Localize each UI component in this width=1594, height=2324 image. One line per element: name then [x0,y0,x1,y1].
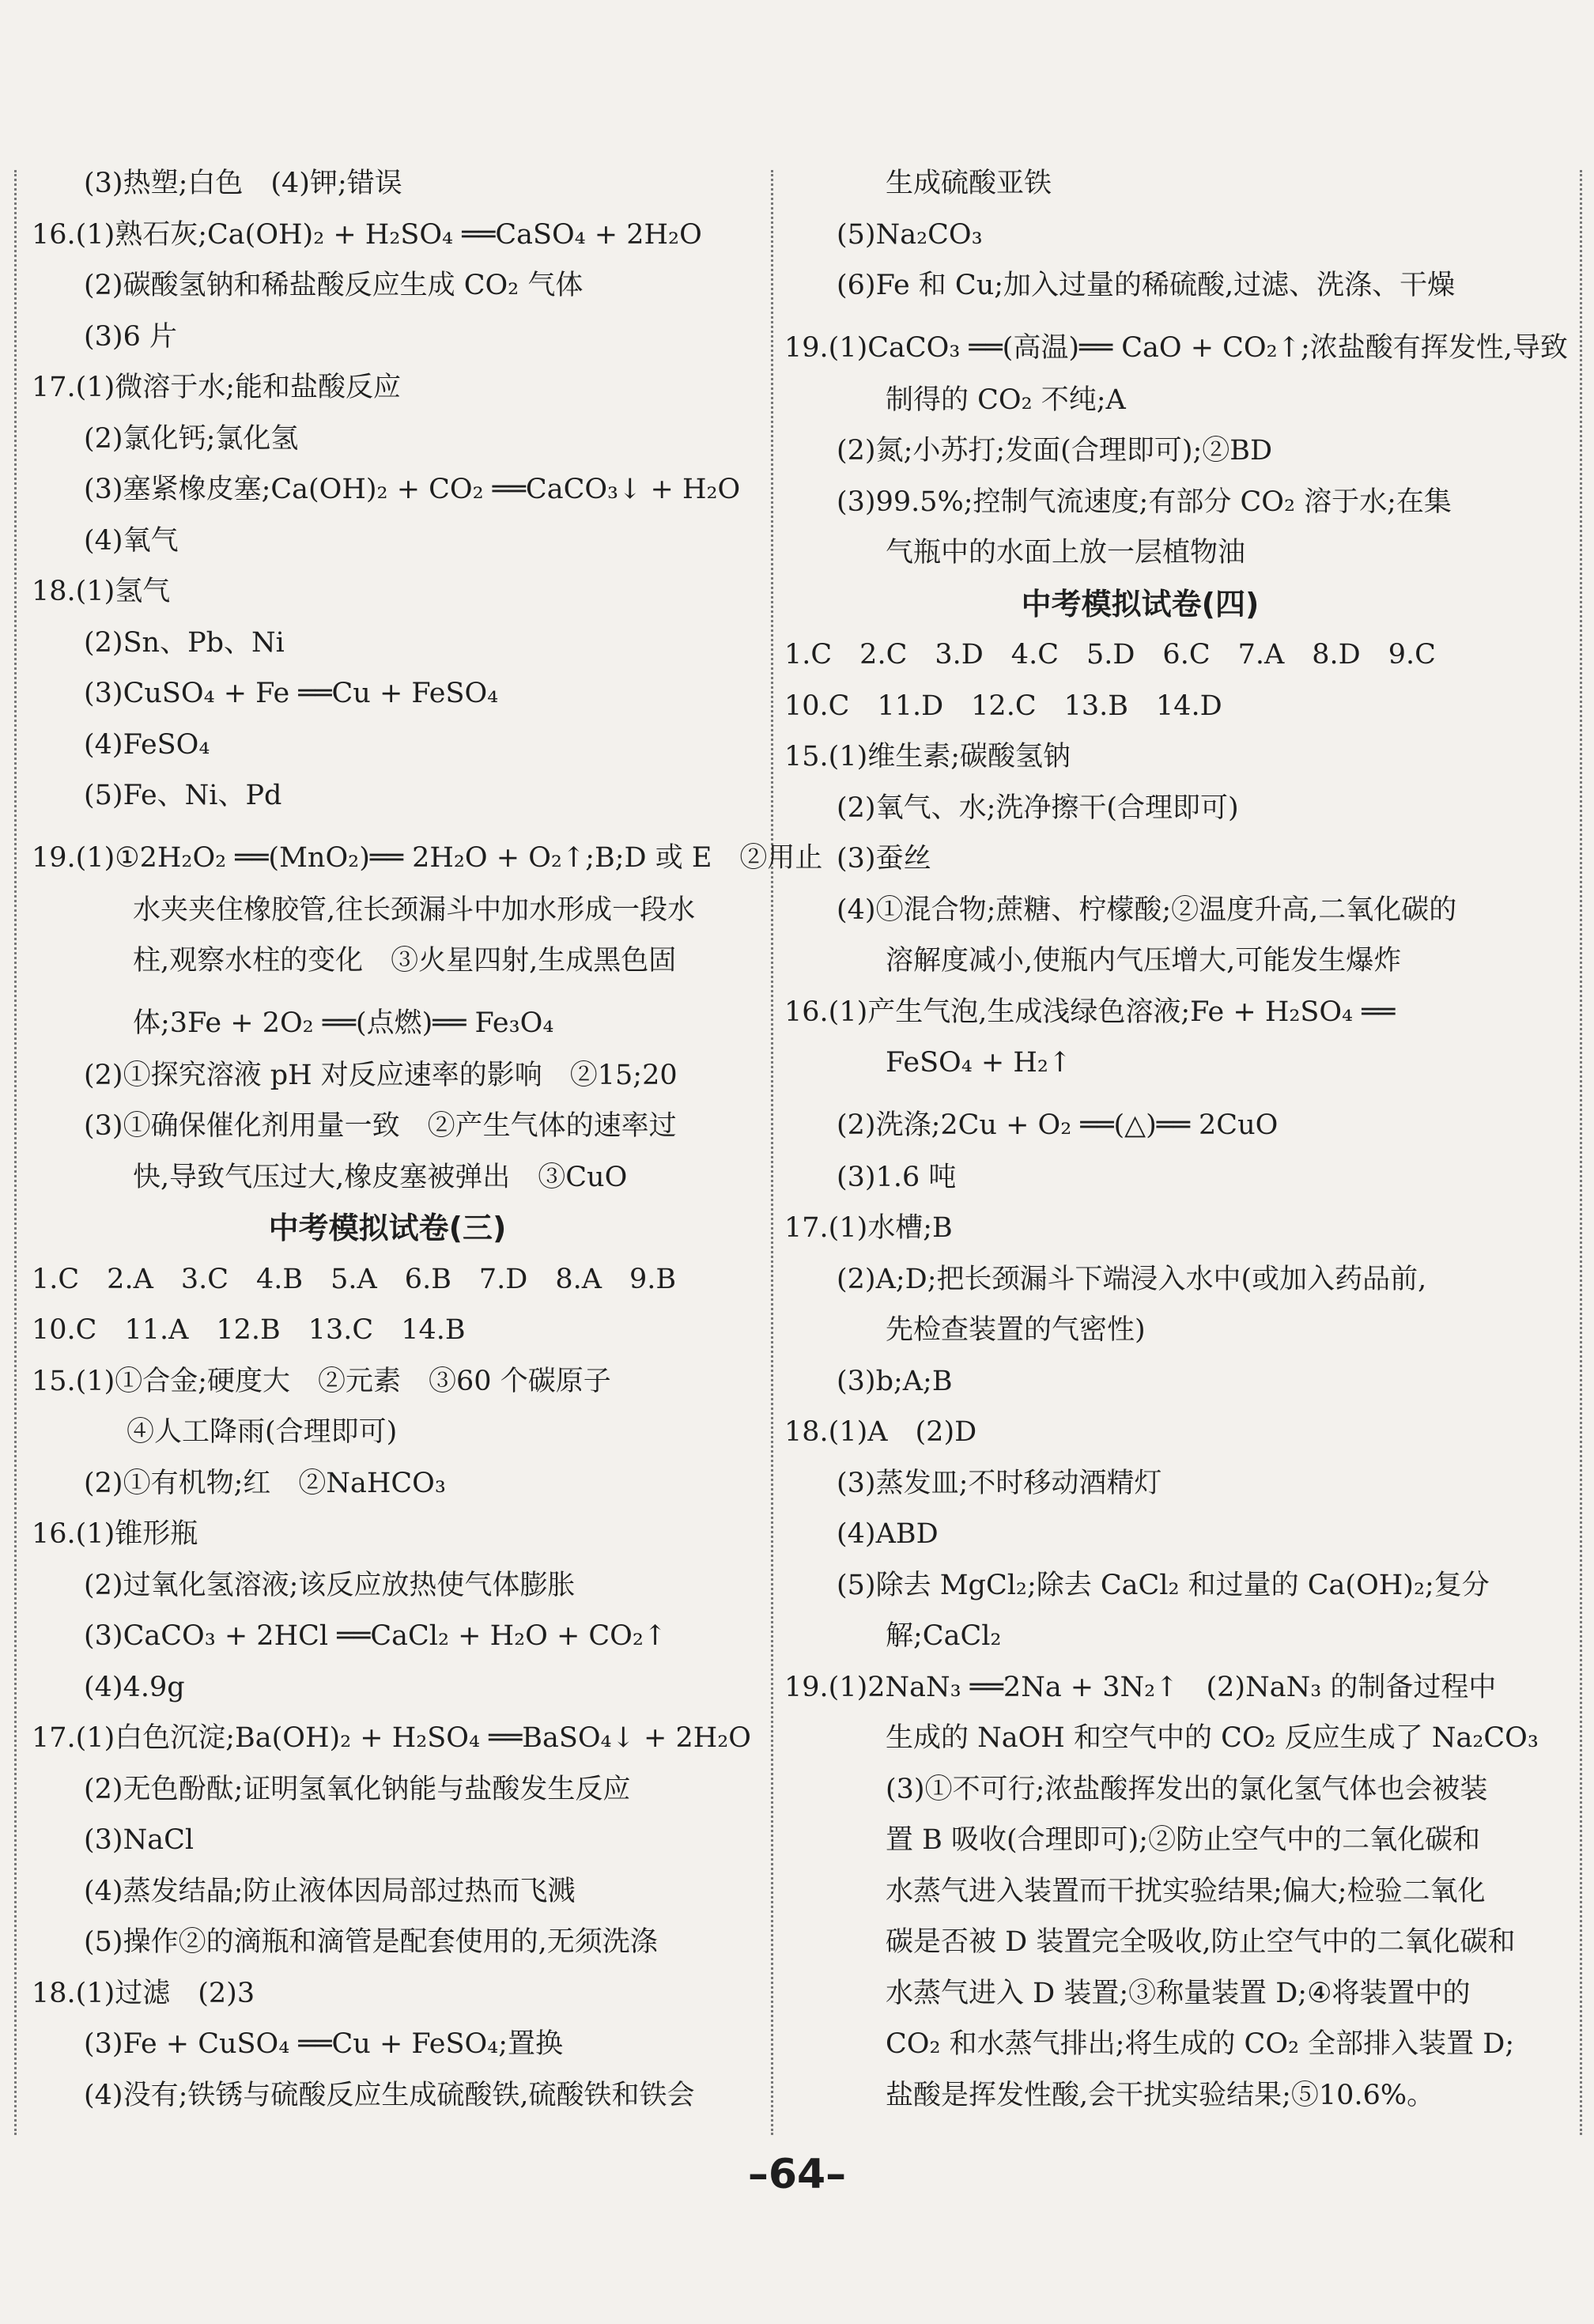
column-divider [771,170,773,2135]
answer-line: (3)NaCl [84,1824,195,1856]
answer-line: (2)氮;小苏打;发面(合理即可);②BD [837,435,1273,467]
answer-line: FeSO₄ + H₂↑ [886,1047,1072,1079]
answer-line: (2)氯化钙;氯化氢 [84,422,299,455]
answer-line: 柱,观察水柱的变化 ③火星四射,生成黑色固 [133,945,677,977]
answer-line: 水蒸气进入 D 装置;③称量装置 D;④将装置中的 [886,1977,1471,2009]
answer-line: (3)99.5%;控制气流速度;有部分 CO₂ 溶于水;在集 [837,486,1452,518]
section-heading: 中考模拟试卷(四) [1021,586,1260,622]
answer-line: (4)①混合物;蔗糖、柠檬酸;②温度升高,二氧化碳的 [837,894,1457,926]
left-margin-dotted-rule [14,170,17,2135]
answer-line: (3)6 片 [84,320,177,353]
answer-line: (3)塞紧橡皮塞;Ca(OH)₂ + CO₂ ══CaCO₃↓ + H₂O [84,474,741,505]
answer-line: 16.(1)熟石灰;Ca(OH)₂ + H₂SO₄ ══CaSO₄ + 2H₂O [32,218,702,251]
answer-line: (3)b;A;B [837,1365,953,1397]
answer-line: (5)Fe、Ni、Pd [84,780,282,811]
answer-line: (3)Fe + CuSO₄ ══Cu + FeSO₄;置换 [84,2028,564,2060]
answer-line: (2)A;D;把长颈漏斗下端浸入水中(或加入药品前, [837,1263,1427,1295]
answer-line: 解;CaCl₂ [886,1620,1002,1652]
answer-line: (3)CuSO₄ + Fe ══Cu + FeSO₄ [84,678,499,709]
answer-line: 16.(1)产生气泡,生成浅绿色溶液;Fe + H₂SO₄ ══ [784,996,1396,1028]
answer-line: (2)无色酚酞;证明氢氧化钠能与盐酸发生反应 [84,1773,631,1805]
answer-line: 制得的 CO₂ 不纯;A [886,384,1126,416]
answer-line: 10.C 11.D 12.C 13.B 14.D [784,690,1222,722]
answer-line: (3)热塑;白色 (4)钾;错误 [84,168,402,199]
answer-line: 先检查装置的气密性) [886,1314,1146,1346]
answer-line: 气瓶中的水面上放一层植物油 [886,537,1246,569]
answer-line: (3)蚕丝 [837,843,931,875]
answer-line: 18.(1)过滤 (2)3 [32,1977,255,2009]
answer-line: (3)蒸发皿;不时移动酒精灯 [837,1467,1162,1499]
answer-line: (2)Sn、Pb、Ni [84,626,285,659]
answer-line: 19.(1)2NaN₃ ══2Na + 3N₂↑ (2)NaN₃ 的制备过程中 [784,1671,1497,1703]
answer-line: (4)4.9g [84,1671,185,1703]
answer-line: 18.(1)A (2)D [784,1416,977,1448]
answer-line: 18.(1)氢气 [32,576,171,607]
answer-line: (4)没有;铁锈与硫酸反应生成硫酸铁,硫酸铁和铁会 [84,2079,695,2111]
answer-line: (2)洗涤;2Cu + O₂ ══(△)══ 2CuO [837,1109,1279,1141]
answer-line: 19.(1)CaCO₃ ══(高温)══ CaO + CO₂↑;浓盐酸有挥发性,导致 [784,331,1568,364]
answer-line: 16.(1)锥形瓶 [32,1518,198,1550]
answer-line: (3)①确保催化剂用量一致 ②产生气体的速率过 [84,1110,677,1142]
answer-line: (3)CaCO₃ + 2HCl ══CaCl₂ + H₂O + CO₂↑ [84,1620,667,1652]
answer-line: (2)氧气、水;洗净擦干(合理即可) [837,792,1239,824]
answer-line: (6)Fe 和 Cu;加入过量的稀硫酸,过滤、洗涤、干燥 [837,270,1456,301]
answer-line: 1.C 2.C 3.D 4.C 5.D 6.C 7.A 8.D 9.C [784,639,1436,671]
answer-line: 盐酸是挥发性酸,会干扰实验结果;⑤10.6%。 [886,2079,1435,2111]
answer-line: (5)除去 MgCl₂;除去 CaCl₂ 和过量的 Ca(OH)₂;复分 [837,1569,1490,1601]
answer-line: 19.(1)①2H₂O₂ ══(MnO₂)══ 2H₂O + O₂↑;B;D 或 E ②用止 [32,841,823,874]
left-column [32,158,823,2121]
right-column [784,158,1568,2121]
answer-line: (4)ABD [837,1518,939,1550]
answer-line: ④人工降雨(合理即可) [127,1416,398,1448]
page-number: –64– [747,2151,847,2198]
answer-line: 溶解度减小,使瓶内气压增大,可能发生爆炸 [886,945,1402,977]
right-margin-dotted-rule [1580,170,1582,2135]
answer-line: 水蒸气进入装置而干扰实验结果;偏大;检验二氧化 [886,1875,1486,1907]
answer-line: (4)FeSO₄ [84,728,210,761]
answer-line: (4)氧气 [84,524,179,557]
answer-line: 水夹夹住橡胶管,往长颈漏斗中加水形成一段水 [133,894,696,926]
answer-line: (2)过氧化氢溶液;该反应放热使气体膨胀 [84,1569,576,1601]
answer-line: (2)①探究溶液 pH 对反应速率的影响 ②15;20 [84,1059,678,1091]
answer-line: 生成硫酸亚铁 [886,168,1052,199]
answer-line: CO₂ 和水蒸气排出;将生成的 CO₂ 全部排入装置 D; [886,2028,1515,2060]
answer-line: (2)碳酸氢钠和稀盐酸反应生成 CO₂ 气体 [84,270,584,301]
answer-line: 生成的 NaOH 和空气中的 CO₂ 反应生成了 Na₂CO₃ [886,1722,1539,1754]
answer-line: (4)蒸发结晶;防止液体因局部过热而飞溅 [84,1875,576,1907]
answer-line: 15.(1)①合金;硬度大 ②元素 ③60 个碳原子 [32,1365,611,1397]
answer-line: 快,导致气压过大,橡皮塞被弹出 ③CuO [133,1161,628,1193]
answer-line: 15.(1)维生素;碳酸氢钠 [784,741,1071,773]
answer-line: (5)Na₂CO₃ [837,218,983,251]
answer-line: (3)①不可行;浓盐酸挥发出的氯化氢气体也会被装 [886,1773,1488,1805]
section-heading: 中考模拟试卷(三) [268,1211,507,1245]
answer-line: 17.(1)白色沉淀;Ba(OH)₂ + H₂SO₄ ══BaSO₄↓ + 2H₂O [32,1722,751,1754]
answer-line: 置 B 吸收(合理即可);②防止空气中的二氧化碳和 [886,1824,1481,1856]
answer-line: 碳是否被 D 装置完全吸收,防止空气中的二氧化碳和 [886,1926,1516,1958]
answer-line: 17.(1)微溶于水;能和盐酸反应 [32,372,402,403]
answer-line: (2)①有机物;红 ②NaHCO₃ [84,1467,446,1499]
answer-line: 10.C 11.A 12.B 13.C 14.B [32,1314,466,1346]
answer-line: (3)1.6 吨 [837,1161,957,1193]
answer-line: 1.C 2.A 3.C 4.B 5.A 6.B 7.D 8.A 9.B [32,1263,677,1295]
answer-line: (5)操作②的滴瓶和滴管是配套使用的,无须洗涤 [84,1926,658,1958]
answer-line: 17.(1)水槽;B [784,1212,953,1244]
answer-line: 体;3Fe + 2O₂ ══(点燃)══ Fe₃O₄ [133,1007,554,1039]
